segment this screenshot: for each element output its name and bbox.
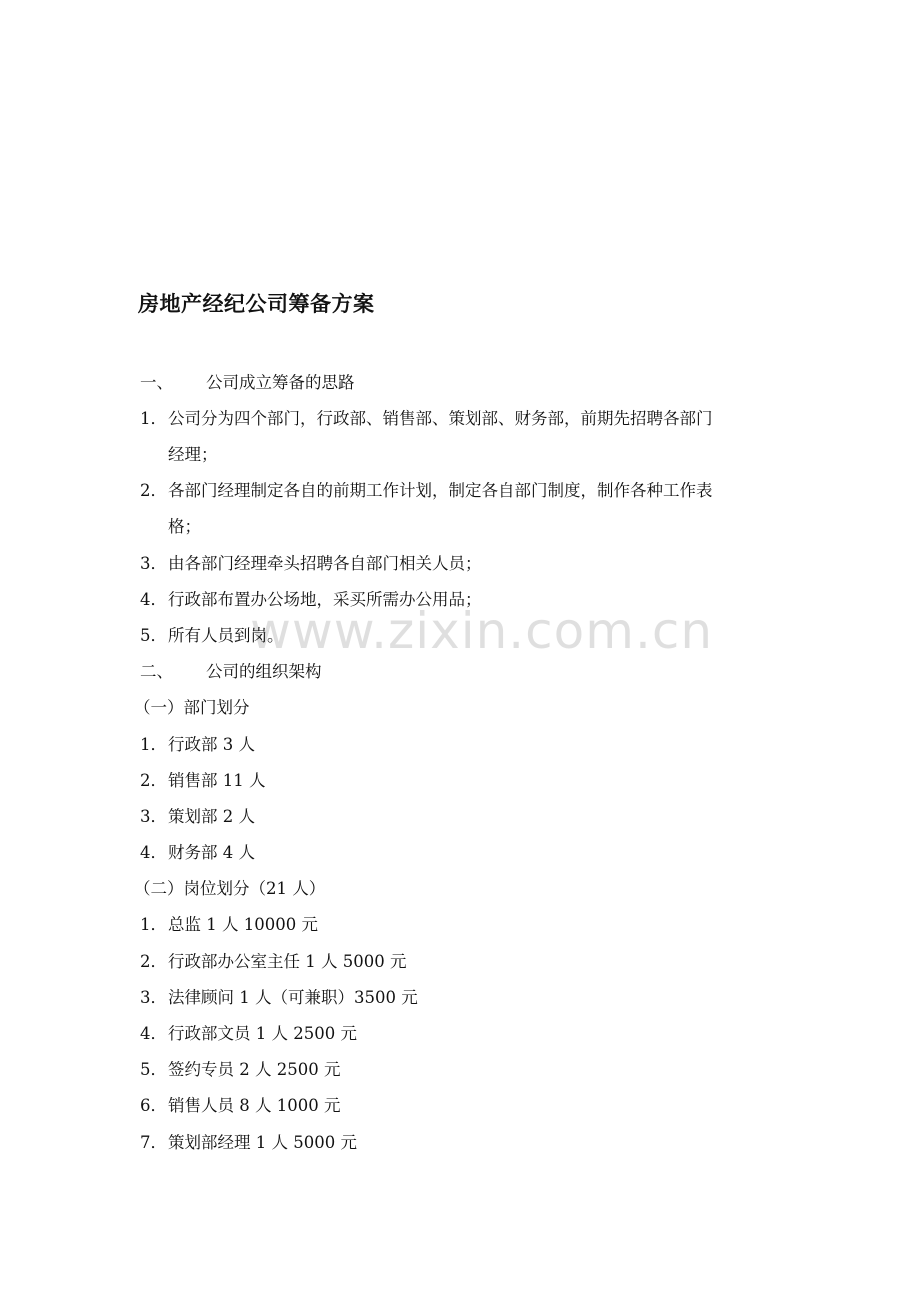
- list-item-text: 公司分为四个部门，行政部、销售部、策划部、财务部，前期先招聘各部门: [168, 409, 713, 428]
- list-item-number: 4．: [140, 590, 167, 609]
- list-item: [140, 805, 255, 829]
- list-item-number: 3．: [140, 554, 167, 573]
- list-item-number: 4．: [140, 1024, 167, 1043]
- list-item-number: 3．: [140, 988, 167, 1007]
- list-item: [140, 950, 406, 974]
- list-item-text: 行政部 3 人: [168, 735, 255, 754]
- list-item-number: 6．: [140, 1096, 167, 1115]
- list-item-number: 2．: [140, 481, 167, 500]
- list-item-text: 由各部门经理牵头招聘各自部门相关人员；: [168, 554, 482, 573]
- list-item: [140, 552, 482, 576]
- list-item-text: 策划部经理 1 人 5000 元: [168, 1133, 357, 1152]
- list-item-number: 2．: [140, 771, 167, 790]
- list-item-text: 签约专员 2 人 2500 元: [168, 1060, 341, 1079]
- list-item-text: 行政部办公室主任 1 人 5000 元: [168, 952, 407, 971]
- list-item: [140, 479, 713, 503]
- section-2-heading: [140, 660, 322, 684]
- section-2-number: 二、: [140, 662, 173, 681]
- list-item-text: 各部门经理制定各自的前期工作计划，制定各自部门制度，制作各种工作表: [168, 481, 713, 500]
- list-item-number: 3．: [140, 807, 167, 826]
- list-item: [140, 1058, 340, 1082]
- list-item-number: 2．: [140, 952, 167, 971]
- subsection-heading: （一）部门划分: [134, 698, 250, 717]
- list-item-continuation: 格；: [168, 517, 201, 536]
- list-item-text: 行政部文员 1 人 2500 元: [168, 1024, 357, 1043]
- list-item-number: 5．: [140, 626, 167, 645]
- list-item-text: 所有人员到岗。: [168, 626, 284, 645]
- list-item: [140, 841, 255, 865]
- list-item: [140, 1131, 357, 1155]
- list-item-text: 行政部布置办公场地，采买所需办公用品；: [168, 590, 482, 609]
- list-item: [140, 733, 255, 757]
- list-item-text: 销售人员 8 人 1000 元: [168, 1096, 341, 1115]
- document-title: 房地产经纪公司筹备方案: [138, 292, 375, 316]
- list-item-number: 4．: [140, 843, 167, 862]
- section-1-title: 公司成立筹备的思路: [206, 373, 355, 392]
- list-item-number: 1．: [140, 409, 167, 428]
- list-item-continuation: 经理；: [168, 445, 218, 464]
- list-item-number: 5．: [140, 1060, 167, 1079]
- list-item: [140, 769, 266, 793]
- subsection-heading: （二）岗位划分（21 人）: [134, 879, 326, 898]
- list-item-text: 策划部 2 人: [168, 807, 255, 826]
- list-item-text: 法律顾问 1 人（可兼职）3500 元: [168, 988, 418, 1007]
- section-1-number: 一、: [140, 373, 173, 392]
- section-2-title: 公司的组织架构: [206, 662, 322, 681]
- list-item: [140, 1022, 357, 1046]
- list-item-text: 总监 1 人 10000 元: [168, 915, 318, 934]
- section-1-heading: [140, 371, 355, 395]
- list-item-number: 1．: [140, 735, 167, 754]
- list-item: [140, 913, 318, 937]
- list-item-text: 财务部 4 人: [168, 843, 255, 862]
- list-item-number: 7．: [140, 1133, 167, 1152]
- list-item: [140, 1094, 340, 1118]
- list-item-number: 1．: [140, 915, 167, 934]
- list-item-text: 销售部 11 人: [168, 771, 266, 790]
- watermark: www.zixin.com.cn: [250, 602, 714, 660]
- list-item: [140, 407, 713, 431]
- list-item: [140, 986, 418, 1010]
